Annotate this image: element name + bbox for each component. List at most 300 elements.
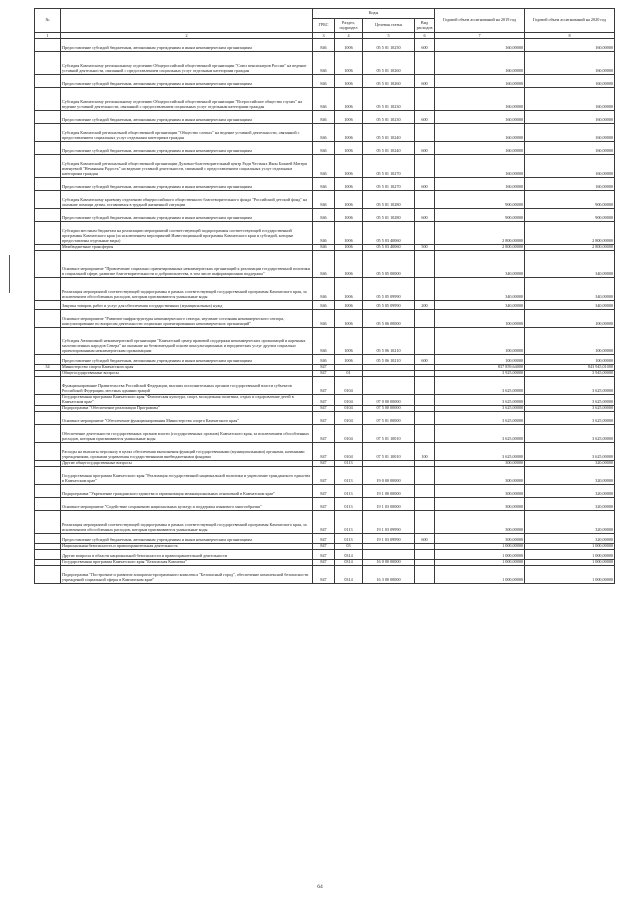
row-grbs: 847	[313, 365, 335, 371]
budget-table	[34, 8, 615, 584]
table-row	[35, 222, 615, 245]
row-vol-2020: 900,00000	[525, 191, 615, 209]
row-vol-2019: 160,00000	[435, 142, 525, 155]
scan-mark	[9, 255, 10, 293]
row-name: Основное мероприятие "Содействие сохранению национальных культур и поддержка языкового многообразия"	[61, 497, 313, 510]
row-vr: 600	[415, 355, 435, 365]
table-row	[35, 497, 615, 510]
row-section: 0104	[335, 424, 363, 442]
row-vol-2019: 2 800,00000	[435, 245, 525, 251]
row-name: Государственная программа Камчатского края "Реализация государственной национальной политики и укрепление гражданского единства в Камчатском крае"	[61, 466, 313, 484]
row-target: 07 0 00 00000	[363, 395, 415, 406]
row-vol-2020: 320,00000	[525, 510, 615, 533]
row-section: 0113	[335, 460, 363, 466]
row-name: Обеспечение деятельности государственных органов власти (государственных органов) Камчатского края, за исключением обособленных расходов, которым присваиваются уникальные коды	[61, 424, 313, 442]
row-grbs: 846	[313, 178, 335, 191]
row-vol-2019: 2 800,00000	[435, 222, 525, 245]
row-target: 05 5 01 10240	[363, 142, 415, 155]
row-name: Основное мероприятие "Развитие инфраструктуры некоммерческого сектора, изучение состояния некоммерческого сектора, консультирование по вопросам деятельности социально ориентированных некоммерческих организаций"	[61, 310, 313, 328]
row-target: 05 5 01 10230	[363, 88, 415, 111]
row-name: Предоставление субсидий бюджетным, автономным учреждениям и иным некоммерческим организациям	[61, 209, 313, 222]
row-section: 1006	[335, 301, 363, 310]
table-row	[35, 377, 615, 395]
row-grbs: 846	[313, 328, 335, 355]
row-grbs: 847	[313, 559, 335, 565]
row-vol-2019: 160,00000	[435, 155, 525, 178]
row-section: 1006	[335, 355, 363, 365]
row-number	[35, 549, 61, 559]
row-vr	[415, 497, 435, 510]
row-vol-2019: 900,00000	[435, 191, 525, 209]
row-grbs: 847	[313, 533, 335, 543]
row-name: Субсидия Камчатскому краевому отделению общероссийского общественного благотворительного фонда "Российский детский фонд" на оказание помощи детям, оставшимся в трудной жизненной ситуации	[61, 191, 313, 209]
row-vol-2019: 1 000,00000	[435, 559, 525, 565]
row-name: Предоставление субсидий бюджетным, автономным учреждениям и иным некоммерческим организациям	[61, 533, 313, 543]
row-vol-2020: 3 945,00000	[525, 371, 615, 377]
table-row	[35, 328, 615, 355]
row-vr: 200	[415, 301, 435, 310]
column-number: 4	[335, 33, 363, 39]
column-number: 8	[525, 33, 615, 39]
table-row	[35, 411, 615, 424]
row-vol-2019: 3 625,00000	[435, 395, 525, 406]
row-vol-2020: 320,00000	[525, 484, 615, 497]
row-section: 1006	[335, 155, 363, 178]
header-codes: Коды	[313, 9, 435, 19]
row-vol-2019: 340,00000	[435, 251, 525, 278]
row-vol-2020: 320,00000	[525, 460, 615, 466]
row-vol-2020: 843 945,01000	[525, 365, 615, 371]
row-grbs: 847	[313, 377, 335, 395]
row-vol-2020: 160,00000	[525, 178, 615, 191]
row-target: 07 5 00 00000	[363, 405, 415, 411]
row-number	[35, 355, 61, 365]
column-number: 6	[415, 33, 435, 39]
row-vol-2020: 160,00000	[525, 111, 615, 124]
row-grbs: 847	[313, 510, 335, 533]
row-vr: 600	[415, 111, 435, 124]
row-number	[35, 301, 61, 310]
row-number	[35, 251, 61, 278]
row-name: Предоставление субсидий бюджетным, автономным учреждениям и иным некоммерческим организациям	[61, 39, 313, 52]
row-grbs: 846	[313, 124, 335, 142]
row-vol-2019: 900,00000	[435, 209, 525, 222]
row-name: Подпрограмма "Укрепление гражданского единства и гармонизация межнациональных отношений в Камчатском крае"	[61, 484, 313, 497]
row-section: 1006	[335, 278, 363, 301]
row-vr	[415, 278, 435, 301]
row-vr: 100	[415, 442, 435, 460]
row-target: 05 5 01 10260	[363, 52, 415, 75]
row-vol-2019: 300,00000	[435, 466, 525, 484]
row-name: Министерство спорта Камчатского края	[61, 365, 313, 371]
row-vol-2020: 160,00000	[525, 155, 615, 178]
row-target: 05 5 01 10260	[363, 75, 415, 88]
row-target: 07 5 01 10010	[363, 442, 415, 460]
row-grbs: 847	[313, 497, 335, 510]
header-grbs: ГРБС	[313, 19, 335, 33]
row-vr	[415, 328, 435, 355]
row-vr	[415, 411, 435, 424]
row-vol-2019: 100,00000	[435, 328, 525, 355]
row-target: 19 1 03 09990	[363, 510, 415, 533]
header-section: Раздел, подраздел	[335, 19, 363, 33]
row-vol-2019: 300,00000	[435, 484, 525, 497]
row-number	[35, 466, 61, 484]
row-grbs: 847	[313, 549, 335, 559]
row-section: 1006	[335, 88, 363, 111]
row-grbs: 846	[313, 278, 335, 301]
row-vr: 600	[415, 178, 435, 191]
row-target: 05 5 05 09990	[363, 278, 415, 301]
row-grbs: 846	[313, 88, 335, 111]
row-section: 1006	[335, 209, 363, 222]
row-grbs: 846	[313, 155, 335, 178]
row-number	[35, 222, 61, 245]
row-number	[35, 39, 61, 52]
table-row	[35, 75, 615, 88]
row-name: Реализация мероприятий соответствующей подпрограммы в рамках соответствующей государственной программы Камчатского края, за исключением обособленных расходов, которым присваиваются уникальные коды	[61, 278, 313, 301]
row-grbs: 847	[313, 371, 335, 377]
table-row	[35, 424, 615, 442]
row-vol-2019: 160,00000	[435, 124, 525, 142]
row-vol-2019: 300,00000	[435, 497, 525, 510]
row-name: Расходы на выплаты персоналу в целях обеспечения выполнения функций государственными (муниципальными) органами, казенными учреждениями, органами управления государственными внебюджетными фондами	[61, 442, 313, 460]
table-row	[35, 549, 615, 559]
table-row	[35, 565, 615, 583]
row-number	[35, 124, 61, 142]
row-target: 05 5 01 10280	[363, 209, 415, 222]
row-vol-2020: 2 800,00000	[525, 222, 615, 245]
row-section: 0104	[335, 442, 363, 460]
row-vol-2020: 1 000,00000	[525, 565, 615, 583]
column-number: 5	[363, 33, 415, 39]
row-target: 19 1 00 00000	[363, 484, 415, 497]
row-section: 1006	[335, 178, 363, 191]
row-number	[35, 75, 61, 88]
row-number	[35, 442, 61, 460]
row-name: Предоставление субсидий бюджетным, автономным учреждениям и иным некоммерческим организациям	[61, 355, 313, 365]
row-vol-2020: 160,00000	[525, 142, 615, 155]
row-section: 1006	[335, 75, 363, 88]
row-vol-2019: 160,00000	[435, 39, 525, 52]
row-number	[35, 484, 61, 497]
row-section: 0104	[335, 411, 363, 424]
row-section: 0113	[335, 533, 363, 543]
row-grbs: 846	[313, 142, 335, 155]
row-vol-2019: 3 925,00000	[435, 371, 525, 377]
row-number	[35, 209, 61, 222]
table-row	[35, 88, 615, 111]
row-grbs: 847	[313, 543, 335, 549]
row-vol-2020: 160,00000	[525, 88, 615, 111]
row-grbs: 847	[313, 442, 335, 460]
header-name	[61, 9, 313, 33]
row-target: 19 1 03 00000	[363, 497, 415, 510]
row-section: 0104	[335, 405, 363, 411]
table-row	[35, 124, 615, 142]
table-row	[35, 510, 615, 533]
table-row	[35, 191, 615, 209]
row-section: 0104	[335, 377, 363, 395]
row-section: 1006	[335, 191, 363, 209]
row-name: Государственная программа Камчатского края "Безопасная Камчатка"	[61, 559, 313, 565]
row-vol-2019: 100,00000	[435, 310, 525, 328]
row-vr: 600	[415, 142, 435, 155]
row-vol-2020: 3 625,00000	[525, 424, 615, 442]
row-grbs: 846	[313, 355, 335, 365]
table-body	[35, 39, 615, 584]
row-vol-2019: 160,00000	[435, 75, 525, 88]
row-grbs: 846	[313, 222, 335, 245]
row-vol-2020: 100,00000	[525, 355, 615, 365]
row-name: Субсидия Камчатской региональной общественной организации "Общество слепых" на ведение уставной деятельности, связанной с предоставлением социальных услуг отдельным категориям граждан	[61, 124, 313, 142]
row-vol-2020: 1 000,00000	[525, 559, 615, 565]
row-vol-2020: 2 800,00000	[525, 245, 615, 251]
row-vol-2020: 1 000,00000	[525, 549, 615, 559]
row-section: 01	[335, 371, 363, 377]
row-grbs: 847	[313, 565, 335, 583]
row-target: 05 5 03 40060	[363, 245, 415, 251]
row-vr	[415, 155, 435, 178]
row-vol-2019: 3 625,00000	[435, 411, 525, 424]
row-target: 19 1 03 09990	[363, 533, 415, 543]
row-target: 05 5 01 10270	[363, 178, 415, 191]
row-name: Предоставление субсидий бюджетным, автономным учреждениям и иным некоммерческим организациям	[61, 75, 313, 88]
row-name: Реализация мероприятий соответствующей подпрограммы в рамках соответствующей государственной программы Камчатского края, за исключением обособленных расходов, которым присваиваются уникальные коды	[61, 510, 313, 533]
row-number: 34	[35, 365, 61, 371]
row-number	[35, 142, 61, 155]
row-vr	[415, 510, 435, 533]
table-row	[35, 142, 615, 155]
row-section: 1006	[335, 39, 363, 52]
row-target: 16 3 00 00000	[363, 565, 415, 583]
row-grbs: 846	[313, 39, 335, 52]
row-name: Закупка товаров, работ и услуг для обеспечения государственных (муниципальных) нужд	[61, 301, 313, 310]
row-number	[35, 328, 61, 355]
row-vr	[415, 565, 435, 583]
row-vol-2019: 3 625,00000	[435, 424, 525, 442]
row-target: 05 5 03 40060	[363, 222, 415, 245]
row-number	[35, 88, 61, 111]
row-name: Субсидия Камчатскому региональному отделению Общероссийской общественной организации "Всероссийское общество глухих" на ведение уставной деятельности, связанной с предоставлением социальных услуг отдельным категориям граждан	[61, 88, 313, 111]
table-row	[35, 395, 615, 406]
row-name: Основное мероприятие "Привлечение социально ориентированных некоммерческих организаций к реализации государственной политики в социальной сфере, развитие благотворительности и добровольчества, в том числе информационная поддержка"	[61, 251, 313, 278]
row-vol-2019: 1 000,00000	[435, 565, 525, 583]
row-vr	[415, 222, 435, 245]
row-vol-2020: 160,00000	[525, 52, 615, 75]
row-name: Подпрограмма "Обеспечение реализации Программы"	[61, 405, 313, 411]
row-number	[35, 310, 61, 328]
row-grbs: 846	[313, 191, 335, 209]
column-number: 3	[313, 33, 335, 39]
row-section: 1006	[335, 222, 363, 245]
row-vol-2019: 1 000,00000	[435, 543, 525, 549]
row-target: 16 0 00 00000	[363, 559, 415, 565]
row-number	[35, 510, 61, 533]
row-target: 05 5 01 10250	[363, 39, 415, 52]
row-name: Предоставление субсидий бюджетным, автономным учреждениям и иным некоммерческим организациям	[61, 178, 313, 191]
row-name: Субсидии местным бюджетам на реализацию мероприятий соответствующей подпрограммы соответствующей государственной программы Камчатского края (за исключением мероприятий Инвестиционной программы Камчатского края и субсидий, которые предоставлены отдельные виды)	[61, 222, 313, 245]
row-name: Национальная безопасность и правоохранительная деятельность	[61, 543, 313, 549]
row-vr	[415, 88, 435, 111]
row-vol-2019: 837 859,64000	[435, 365, 525, 371]
row-target: 07 5 01 00000	[363, 411, 415, 424]
row-vol-2020: 160,00000	[525, 124, 615, 142]
row-vr	[415, 310, 435, 328]
row-vr	[415, 424, 435, 442]
row-target: 05 5 06 00000	[363, 310, 415, 328]
row-vol-2019: 3 625,00000	[435, 442, 525, 460]
row-vol-2019: 300,00000	[435, 533, 525, 543]
row-section: 1006	[335, 251, 363, 278]
row-vr	[415, 52, 435, 75]
row-grbs: 846	[313, 52, 335, 75]
row-vr	[415, 549, 435, 559]
row-grbs: 847	[313, 395, 335, 406]
column-number: 2	[61, 33, 313, 39]
row-vol-2019: 160,00000	[435, 178, 525, 191]
row-section: 1006	[335, 52, 363, 75]
row-vol-2020: 320,00000	[525, 466, 615, 484]
row-section: 1006	[335, 310, 363, 328]
row-number	[35, 278, 61, 301]
row-vr	[415, 251, 435, 278]
row-grbs: 847	[313, 460, 335, 466]
row-vol-2020: 100,00000	[525, 328, 615, 355]
row-number	[35, 178, 61, 191]
row-number	[35, 533, 61, 543]
row-number	[35, 377, 61, 395]
row-number	[35, 411, 61, 424]
row-grbs: 846	[313, 111, 335, 124]
table-row	[35, 301, 615, 310]
row-section: 0113	[335, 510, 363, 533]
row-grbs: 847	[313, 411, 335, 424]
row-number	[35, 424, 61, 442]
row-vol-2019: 160,00000	[435, 111, 525, 124]
row-name: Государственная программа Камчатского края "Физическая культура, спорт, молодежная политика, отдых и оздоровление детей в Камчатском крае"	[61, 395, 313, 406]
row-vol-2019: 160,00000	[435, 88, 525, 111]
row-grbs: 846	[313, 251, 335, 278]
row-vol-2020: 3 625,00000	[525, 405, 615, 411]
row-vol-2019: 340,00000	[435, 278, 525, 301]
row-grbs: 847	[313, 484, 335, 497]
row-vol-2020: 3 625,00000	[525, 377, 615, 395]
row-target: 05 5 05 00000	[363, 251, 415, 278]
header-target: Целевая статья	[363, 19, 415, 33]
row-grbs: 846	[313, 209, 335, 222]
table-row	[35, 310, 615, 328]
row-section: 0314	[335, 565, 363, 583]
row-vr	[415, 377, 435, 395]
row-vr	[415, 466, 435, 484]
row-target	[363, 377, 415, 395]
row-section: 1006	[335, 328, 363, 355]
row-vol-2020: 160,00000	[525, 75, 615, 88]
table-row	[35, 52, 615, 75]
header-vol-2019: Годовой объем ассигнований на 2019 год	[435, 9, 525, 33]
row-vol-2019: 1 000,00000	[435, 549, 525, 559]
row-vol-2019: 300,00000	[435, 510, 525, 533]
row-vr: 600	[415, 209, 435, 222]
row-vr	[415, 484, 435, 497]
row-target: 05 5 05 09990	[363, 301, 415, 310]
table-row	[35, 209, 615, 222]
table-row	[35, 466, 615, 484]
row-section: 0113	[335, 484, 363, 497]
row-number	[35, 111, 61, 124]
row-section: 0314	[335, 559, 363, 565]
row-section: 1006	[335, 111, 363, 124]
row-vol-2020: 340,00000	[525, 301, 615, 310]
row-target: 05 5 01 10280	[363, 191, 415, 209]
row-target: 05 5 06 10210	[363, 328, 415, 355]
row-number	[35, 52, 61, 75]
row-section: 1006	[335, 142, 363, 155]
row-section: 0314	[335, 549, 363, 559]
row-vol-2019: 340,00000	[435, 301, 525, 310]
row-vr	[415, 395, 435, 406]
row-vol-2020: 340,00000	[525, 251, 615, 278]
table-row	[35, 178, 615, 191]
table-row	[35, 251, 615, 278]
row-vol-2019: 160,00000	[435, 52, 525, 75]
row-vr: 600	[415, 39, 435, 52]
row-target: 05 5 01 10270	[363, 155, 415, 178]
row-name: Функционирование Правительства Российской Федерации, высших исполнительных органов государственной власти субъектов Российской Федерации, местных администраций	[61, 377, 313, 395]
table-row	[35, 278, 615, 301]
row-grbs: 846	[313, 301, 335, 310]
row-grbs: 847	[313, 405, 335, 411]
table-row	[35, 484, 615, 497]
row-section: 1006	[335, 245, 363, 251]
row-vol-2020: 320,00000	[525, 497, 615, 510]
row-name: Предоставление субсидий бюджетным, автономным учреждениям и иным некоммерческим организациям	[61, 111, 313, 124]
row-grbs: 847	[313, 424, 335, 442]
row-name: Другие вопросы в области национальной безопасности и правоохранительной деятельности	[61, 549, 313, 559]
row-section: 03	[335, 543, 363, 549]
row-target: 05 5 06 10210	[363, 355, 415, 365]
row-vol-2020: 100,00000	[525, 310, 615, 328]
row-name: Межбюджетные трансферты	[61, 245, 313, 251]
row-number	[35, 155, 61, 178]
table-row	[35, 355, 615, 365]
table-row	[35, 533, 615, 543]
row-name: Другие общегосударственные вопросы	[61, 460, 313, 466]
row-name: Субсидия Камчатской региональной общественной организации Духовно-благотворительный центр Ради Честных Икон Божией Матери именуемой "Нечаянная Радость" на ведение уставной деятельности, связанной с предоставлением социальных услуг отдельным категориям граждан	[61, 155, 313, 178]
header-num: №	[35, 9, 61, 33]
header-vr: Вид расходов	[415, 19, 435, 33]
table-row	[35, 39, 615, 52]
row-number	[35, 395, 61, 406]
row-vol-2020: 160,00000	[525, 39, 615, 52]
column-number: 7	[435, 33, 525, 39]
row-target	[363, 549, 415, 559]
row-vol-2020: 1 000,00000	[525, 543, 615, 549]
row-vol-2020: 340,00000	[525, 278, 615, 301]
row-vol-2019: 3 625,00000	[435, 377, 525, 395]
row-name: Подпрограмма "Построение и развитие аппаратно-программного комплекса "Безопасный город", обеспечение комплексной безопасности учреждений социальной сферы в Камчатском крае"	[61, 565, 313, 583]
row-section: 0113	[335, 466, 363, 484]
row-vol-2020: 3 625,00000	[525, 411, 615, 424]
row-name: Субсидия Автономной некоммерческой организации "Камчатский центр правовой поддержки некоммерческих организаций и коренных малочисленных народов Севера" на оказание на безвозмездной основе консультационных и юридических услуг другим социально ориентированным некоммерческим организациям	[61, 328, 313, 355]
row-name: Общегосударственные вопросы	[61, 371, 313, 377]
row-grbs: 846	[313, 75, 335, 88]
column-number: 1	[35, 33, 61, 39]
row-section: 1006	[335, 124, 363, 142]
table-row	[35, 111, 615, 124]
row-number	[35, 565, 61, 583]
